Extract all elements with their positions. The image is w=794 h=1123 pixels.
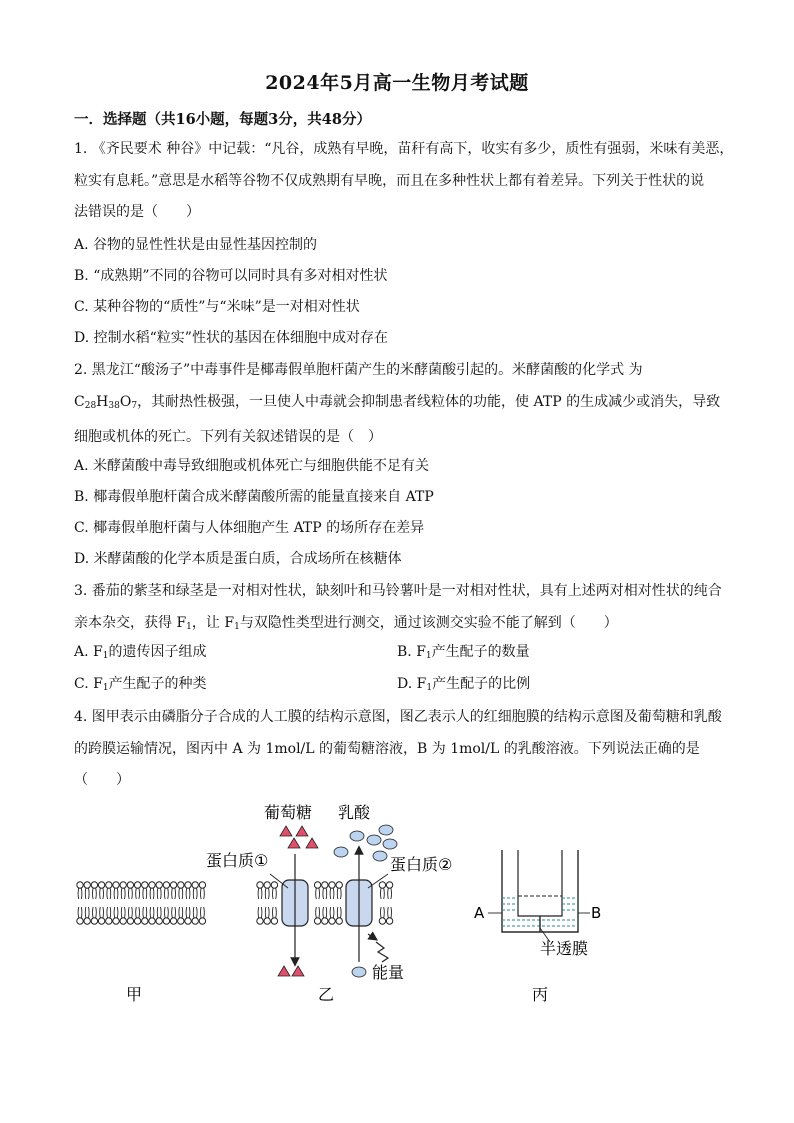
glucose-label: 葡萄糖 bbox=[264, 803, 313, 822]
q3-line-1: 3. 番茄的紫茎和绿茎是一对相对性状，缺刻叶和马铃薯叶是一对相对性状，具有上述两对相对性状的纯合 bbox=[74, 583, 722, 599]
phospholipid-inner bbox=[386, 907, 392, 924]
lactate-molecule bbox=[367, 835, 381, 845]
q1-option-a[interactable]: A. 谷物的显性性状是由显性基因控制的 bbox=[74, 237, 318, 253]
phospholipid-outer bbox=[156, 882, 162, 899]
q3-option-b[interactable] bbox=[397, 641, 530, 661]
label-b: B bbox=[591, 904, 602, 922]
phospholipid-inner bbox=[156, 907, 162, 924]
section-header: 一．选择题（共16小题，每题3分，共48分） bbox=[74, 111, 371, 128]
protein-1-label: 蛋白质① bbox=[206, 851, 269, 870]
formula-c: C bbox=[74, 393, 85, 410]
lactate-molecule bbox=[373, 851, 387, 861]
lactate-molecule bbox=[334, 847, 348, 857]
q3-line-2-b: ，让 F bbox=[191, 614, 235, 631]
phospholipid-outer bbox=[257, 882, 263, 899]
phospholipid-outer bbox=[113, 882, 119, 899]
question-1-stem bbox=[74, 134, 734, 229]
page-title: 2024年5月高一生物月考试题 bbox=[265, 72, 529, 94]
phospholipid-inner bbox=[185, 907, 191, 924]
q4-line-2: 的跨膜运输情况，图丙中 A 为 1mol/L 的葡萄糖溶液，B 为 1mol/L 的乳酸溶液。下列说法正确的是 bbox=[74, 740, 700, 757]
phospholipid-inner bbox=[134, 907, 140, 924]
q3-sub: 1 bbox=[234, 621, 240, 632]
phospholipid-outer bbox=[170, 882, 176, 899]
q3-sub: 1 bbox=[102, 683, 109, 693]
formula-h: H bbox=[96, 393, 109, 410]
caption-jia: 甲 bbox=[126, 985, 143, 1004]
q2-line-3: 细胞或机体的死亡。下列有关叙述错误的是（ ） bbox=[74, 429, 382, 445]
phospholipid-outer bbox=[314, 882, 320, 899]
q1-option-b[interactable]: B. “成熟期”不同的谷物可以同时具有多对相对性状 bbox=[74, 268, 388, 284]
q2-option-c[interactable]: C. 椰毒假单胞杆菌与人体细胞产生 ATP 的场所存在差异 bbox=[74, 520, 425, 536]
q3-option-c[interactable] bbox=[74, 673, 207, 693]
q1-line-3: 法错误的是（ ） bbox=[74, 204, 200, 220]
phospholipid-inner bbox=[77, 907, 83, 924]
q3-option-c-pre: C. F bbox=[74, 676, 103, 692]
phospholipid-inner bbox=[120, 907, 126, 924]
membrane-label: 半透膜 bbox=[540, 939, 589, 958]
lactate-molecule bbox=[352, 967, 366, 977]
q3-sub: 1 bbox=[425, 651, 432, 661]
formula-c-sub: 28 bbox=[84, 400, 97, 411]
q2-option-d[interactable]: D. 米酵菌酸的化学本质是蛋白质，合成场所在核糖体 bbox=[74, 551, 402, 567]
phospholipid-inner bbox=[192, 907, 198, 924]
phospholipid-inner bbox=[314, 907, 320, 924]
glucose-molecule bbox=[306, 838, 318, 848]
phospholipid-inner bbox=[329, 907, 335, 924]
q3-option-d[interactable] bbox=[397, 673, 530, 693]
phospholipid-outer bbox=[199, 882, 205, 899]
q3-option-a-pre: A. F bbox=[74, 644, 103, 660]
phospholipid-outer bbox=[264, 882, 270, 899]
q3-line-2 bbox=[74, 608, 722, 644]
phospholipid-outer bbox=[84, 882, 90, 899]
phospholipid-outer bbox=[336, 882, 342, 899]
phospholipid-inner bbox=[91, 907, 97, 924]
phospholipid-outer bbox=[127, 882, 133, 899]
glucose-molecule bbox=[288, 838, 300, 848]
phospholipid-inner bbox=[149, 907, 155, 924]
phospholipid-outer bbox=[106, 882, 112, 899]
phospholipid-inner bbox=[379, 907, 385, 924]
phospholipid-inner bbox=[264, 907, 270, 924]
phospholipid-inner bbox=[163, 907, 169, 924]
phospholipid-outer bbox=[77, 882, 83, 899]
phospholipid-inner bbox=[170, 907, 176, 924]
q1-option-d[interactable]: D. 控制水稻“粒实”性状的基因在体细胞中成对存在 bbox=[74, 330, 388, 346]
energy-zigzag-icon bbox=[376, 942, 388, 962]
glucose-molecule bbox=[280, 826, 292, 836]
phospholipid-outer bbox=[120, 882, 126, 899]
question-2-stem bbox=[74, 355, 722, 454]
membrane-diagram bbox=[70, 792, 730, 1012]
phospholipid-inner bbox=[199, 907, 205, 924]
q3-option-b-pre: B. F bbox=[397, 644, 426, 660]
q3-option-d-pre: D. F bbox=[397, 676, 427, 692]
phospholipid-inner bbox=[127, 907, 133, 924]
phospholipid-inner bbox=[322, 907, 328, 924]
phospholipid-outer bbox=[271, 882, 277, 899]
glucose-molecule bbox=[278, 966, 290, 976]
lactate-molecule bbox=[383, 839, 397, 849]
membrane-figure bbox=[70, 792, 730, 1012]
phospholipid-outer bbox=[91, 882, 97, 899]
phospholipid-inner bbox=[113, 907, 119, 924]
phospholipid-outer bbox=[98, 882, 104, 899]
formula-h-sub: 38 bbox=[108, 400, 120, 411]
phospholipid-outer bbox=[163, 882, 169, 899]
phospholipid-outer bbox=[134, 882, 140, 899]
caption-bing: 丙 bbox=[532, 985, 549, 1004]
phospholipid-inner bbox=[271, 907, 277, 924]
formula-o: O bbox=[119, 393, 132, 410]
phospholipid-inner bbox=[142, 907, 148, 924]
formula-o-sub: 7 bbox=[131, 400, 138, 411]
phospholipid-outer bbox=[386, 882, 392, 899]
question-4-stem bbox=[74, 702, 722, 797]
q1-line-2: 粒实有息耗。”意思是水稻等谷物不仅成熟期有早晚，而且在多种性状上都有着差异。下列关于性状的说 bbox=[74, 172, 705, 189]
q4-line-1: 4. 图甲表示由磷脂分子合成的人工膜的结构示意图，图乙表示人的红细胞膜的结构示意图及葡萄糖和乳酸 bbox=[74, 709, 722, 725]
phospholipid-inner bbox=[84, 907, 90, 924]
energy-label: 能量 bbox=[372, 963, 405, 982]
phospholipid-outer bbox=[322, 882, 328, 899]
phospholipid-outer bbox=[142, 882, 148, 899]
lactate-molecule bbox=[379, 825, 393, 835]
lactate-molecule bbox=[350, 831, 364, 841]
q1-option-c[interactable]: C. 某种谷物的“质性”与“米味”是一对相对性状 bbox=[74, 299, 360, 315]
q3-option-c-post: 产生配子的种类 bbox=[108, 676, 207, 692]
q3-line-2-c: 与双隐性类型进行测交，通过该测交实验不能了解到（ ） bbox=[239, 614, 618, 631]
q3-option-b-post: 产生配子的数量 bbox=[431, 644, 530, 660]
q2-option-b[interactable]: B. 椰毒假单胞杆菌合成米酵菌酸所需的能量直接来自 ATP bbox=[74, 489, 434, 505]
phospholipid-inner bbox=[98, 907, 104, 924]
question-3-stem bbox=[74, 576, 722, 643]
label-a: A bbox=[474, 904, 485, 922]
phospholipid-outer bbox=[379, 882, 385, 899]
q3-sub: 1 bbox=[426, 683, 433, 693]
phospholipid-inner bbox=[257, 907, 263, 924]
glucose-molecule bbox=[296, 826, 308, 836]
lactate-label: 乳酸 bbox=[338, 803, 371, 822]
glucose-molecule bbox=[292, 966, 304, 976]
q3-sub: 1 bbox=[102, 651, 109, 661]
phospholipid-outer bbox=[149, 882, 155, 899]
q3-option-a-post: 的遗传因子组成 bbox=[108, 644, 207, 660]
protein-2-label: 蛋白质② bbox=[390, 855, 453, 874]
energy-arrow bbox=[368, 934, 374, 938]
phospholipid-outer bbox=[329, 882, 335, 899]
q3-option-a[interactable] bbox=[74, 641, 206, 661]
q2-line-1: 2. 黑龙江“酸汤子”中毒事件是椰毒假单胞杆菌产生的米酵菌酸引起的。米酵菌酸的化学式 为 bbox=[74, 362, 643, 378]
phospholipid-inner bbox=[336, 907, 342, 924]
q3-option-d-post: 产生配子的比例 bbox=[432, 676, 531, 692]
phospholipid-outer bbox=[192, 882, 198, 899]
q3-line-2-a: 亲本杂交，获得 F bbox=[74, 614, 187, 631]
phospholipid-inner bbox=[178, 907, 184, 924]
phospholipid-outer bbox=[178, 882, 184, 899]
phospholipid-inner bbox=[106, 907, 112, 924]
q2-option-a[interactable]: A. 米酵菌酸中毒导致细胞或机体死亡与细胞供能不足有关 bbox=[74, 458, 430, 474]
bilayer-jia bbox=[77, 882, 206, 924]
q3-sub: 1 bbox=[186, 621, 192, 632]
q4-line-3: （ ） bbox=[74, 772, 130, 788]
q2-line-2 bbox=[74, 387, 722, 423]
q1-line-1: 1. 《齐民要术 种谷》中记载：“凡谷，成熟有早晚，苗秆有高下，收实有多少，质性有强弱，米味有美恶， bbox=[74, 141, 734, 157]
q2-line-2-rest: ，其耐热性极强，一旦使人中毒就会抑制患者线粒体的功能，使 ATP 的生成减少或消失，导致 bbox=[137, 393, 721, 410]
caption-yi: 乙 bbox=[318, 985, 335, 1004]
phospholipid-outer bbox=[185, 882, 191, 899]
